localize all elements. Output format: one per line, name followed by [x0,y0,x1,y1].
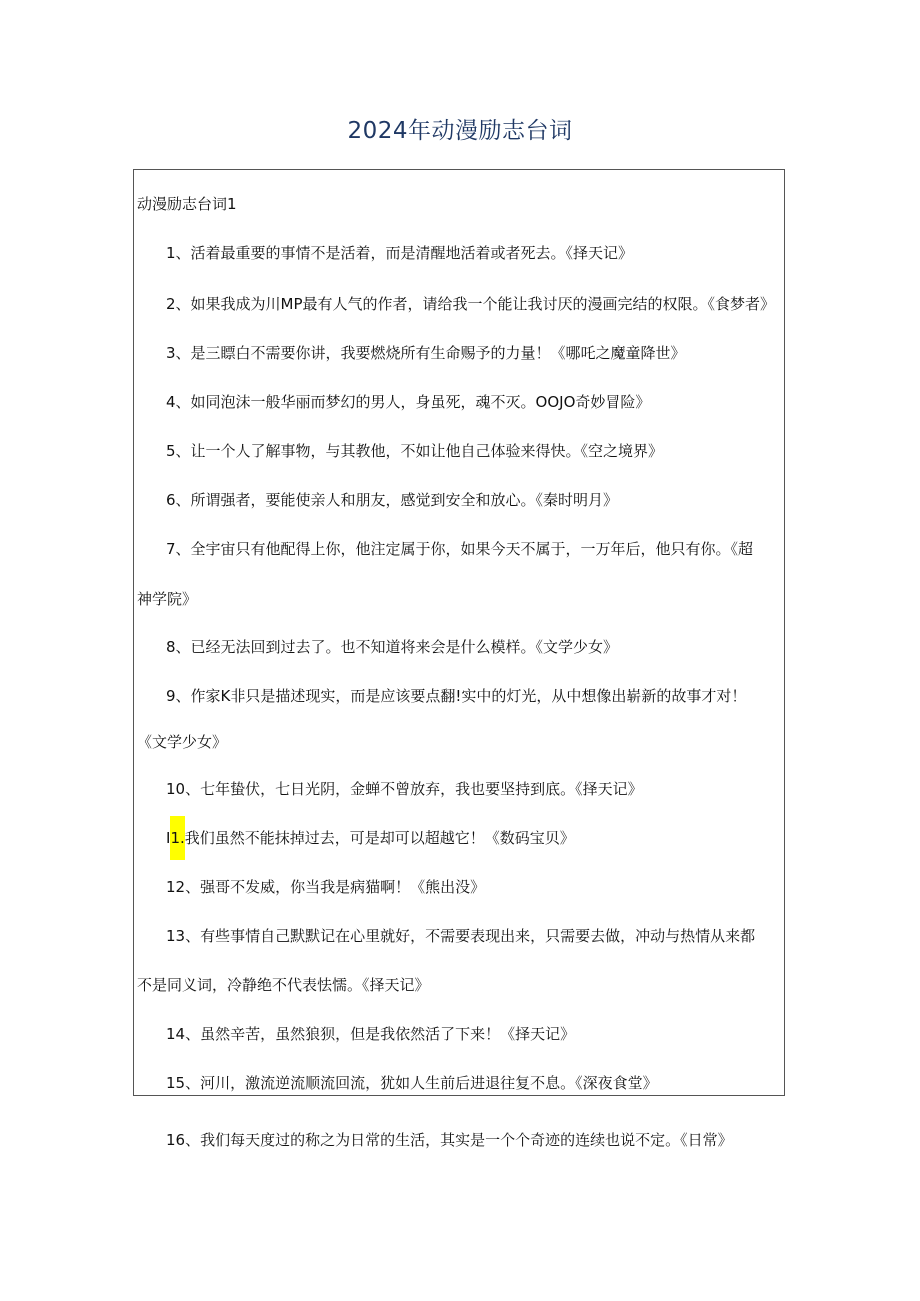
quote-line-2: 2、如果我成为川MP最有人气的作者，请给我一个能让我讨厌的漫画完结的权限。《食梦者》 [166,295,776,313]
section-heading: 动漫励志台词1 [137,195,237,213]
highlight-mark [170,816,184,860]
quote-line-13b: 不是同义词，冷静绝不代表怯懦。《择天记》 [137,976,430,994]
line-11-highlighted-number: 1. [170,829,185,847]
quote-line-9b: 《文学少女》 [137,733,228,751]
quote-line-13a: 13、有些事情自己默默记在心里就好，不需要表现出来，只需要去做，冲动与热情从来都 [166,927,756,945]
quote-line-15: 15、河川，激流逆流顺流回流，犹如人生前后进退往复不息。《深夜食堂》 [166,1074,658,1092]
quote-line-6: 6、所谓强者，要能使亲人和朋友，感觉到安全和放心。《秦时明月》 [166,491,619,509]
quote-line-9a: 9、作家K非只是描述现实，而是应该要点翻!实中的灯光，从中想像出崭新的故事才对！ [166,687,747,705]
line-11-prefix: I [166,829,171,847]
line-11-text: 我们虽然不能抹掉过去，可是却可以超越它！《数码宝贝》 [184,829,575,847]
quote-line-11 [166,828,575,860]
quote-line-8: 8、已经无法回到过去了。也不知道将来会是什么模样。《文学少女》 [166,638,619,656]
quote-line-16: 16、我们每天度过的称之为日常的生活，其实是一个个奇迹的连续也说不定。《日常》 [166,1131,733,1149]
quote-line-12: 12、强哥不发威，你当我是病猫啊！《熊出没》 [166,878,486,896]
quote-line-10: 10、七年蛰伏，七日光阴，金蝉不曾放弃，我也要坚持到底。《择天记》 [166,780,643,798]
quote-line-4: 4、如同泡沫一般华丽而梦幻的男人，身虽死，魂不灭。OOJO奇妙冒险》 [166,393,651,411]
quote-line-3: 3、是三瞟白不需要你讲，我要燃烧所有生命赐予的力量！《哪吒之魔童降世》 [166,344,686,362]
quote-line-14: 14、虽然辛苦，虽然狼狈，但是我依然活了下来！《择天记》 [166,1025,576,1043]
quote-line-7b: 神学院》 [137,590,198,608]
quote-line-7a: 7、全宇宙只有他配得上你，他注定属于你，如果今天不属于，一万年后，他只有你。《超 [166,540,754,558]
page-title: 2024年动漫励志台词 [347,118,573,144]
quote-line-1: 1、活着最重要的事情不是活着，而是清醒地活着或者死去。《择天记》 [166,244,634,262]
quote-line-5: 5、让一个人了解事物，与其教他，不如让他自己体验来得快。《空之境界》 [166,442,664,460]
